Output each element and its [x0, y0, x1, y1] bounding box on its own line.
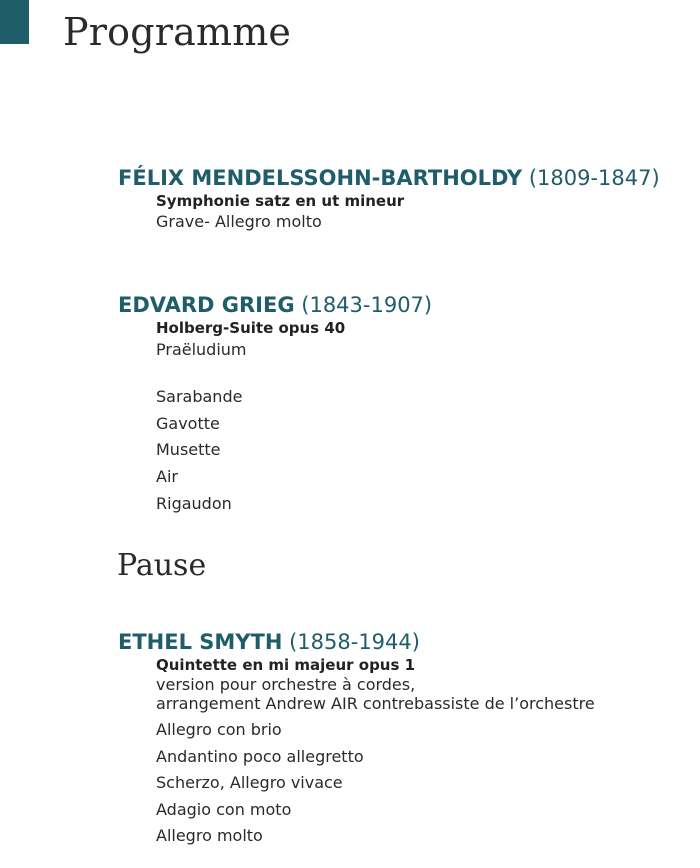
composer-heading-smyth [118, 629, 420, 655]
arrangement-note: arrangement Andrew AIR contrebassiste de l’orchestre [156, 694, 595, 713]
arrangement-note: version pour orchestre à cordes, [156, 675, 416, 694]
movement-line: Andantino poco allegretto [156, 747, 364, 766]
composer-name: FÉLIX MENDELSSOHN-BARTHOLDY [118, 166, 523, 190]
movement-line: Musette [156, 440, 221, 459]
composer-name: EDVARD GRIEG [118, 293, 295, 317]
pause-heading: Pause [117, 548, 207, 583]
composer-dates: (1809-1847) [528, 166, 660, 190]
composer-heading-grieg [118, 292, 432, 318]
work-title: Quintette en mi majeur opus 1 [156, 656, 416, 674]
movement-line: Grave- Allegro molto [156, 212, 322, 231]
work-title: Symphonie satz en ut mineur [156, 192, 405, 210]
accent-bar [0, 0, 29, 44]
movement-line: Allegro con brio [156, 720, 282, 739]
movement-line: Sarabande [156, 387, 243, 406]
movement-line: Scherzo, Allegro vivace [156, 773, 343, 792]
movement-line: Adagio con moto [156, 800, 292, 819]
work-title: Holberg-Suite opus 40 [156, 319, 346, 337]
movement-line: Allegro molto [156, 826, 263, 845]
movement-line: Air [156, 467, 178, 486]
movement-line: Gavotte [156, 414, 220, 433]
movement-line: Praëludium [156, 340, 247, 359]
composer-name: ETHEL SMYTH [118, 630, 283, 654]
composer-dates: (1843-1907) [301, 293, 433, 317]
composer-dates: (1858-1944) [289, 630, 420, 654]
movement-line: Rigaudon [156, 494, 232, 513]
page-title: Programme [63, 10, 292, 54]
composer-heading-mendelssohn [118, 165, 660, 191]
